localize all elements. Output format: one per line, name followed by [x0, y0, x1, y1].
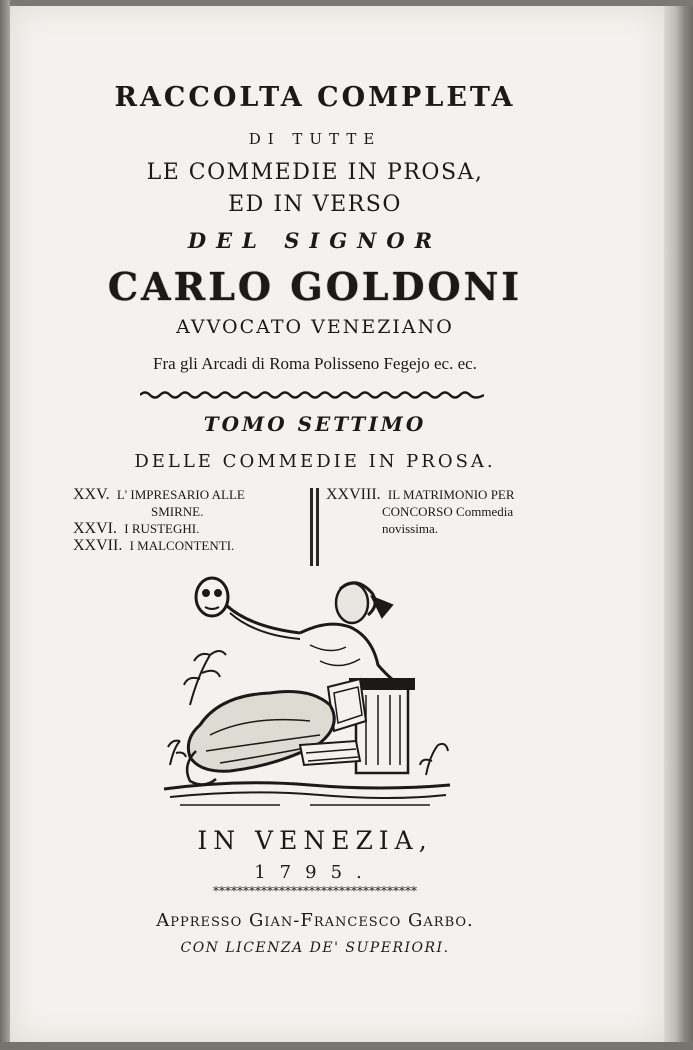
contents-number: XXVIII.	[326, 486, 381, 503]
title-commedie: LE COMMEDIE IN PROSA,	[146, 160, 484, 185]
title-raccolta: RACCOLTA COMPLETA	[114, 82, 516, 113]
star-rule: **********************************	[213, 884, 417, 898]
author-arcadi: Fra gli Arcadi di Roma Polisseno Fegejo ec. ec.	[153, 354, 477, 373]
contents-title: L' IMPRESARIO ALLE	[116, 487, 245, 502]
imprint-year: 1795.	[254, 862, 376, 883]
imprint-printer: Appresso Gian-Francesco Garbo.	[156, 910, 474, 931]
contents-number: XXV.	[73, 486, 110, 503]
contents-title: I MALCONTENTI.	[129, 538, 235, 553]
contents-title: I RUSTEGHI.	[124, 521, 200, 536]
contents-continuation: novissima.	[382, 521, 438, 536]
imprint-place: IN VENEZIA,	[197, 826, 433, 855]
author-profession: AVVOCATO VENEZIANO	[176, 316, 454, 338]
imprint-licence: CON LICENZA DE' SUPERIORI.	[180, 940, 450, 956]
contents-item	[73, 537, 308, 554]
contents-right-column	[326, 486, 556, 537]
contents-item	[73, 520, 308, 537]
contents-number: XXVII.	[73, 537, 123, 554]
muse-with-mask-woodcut-icon	[160, 575, 460, 820]
author-name: CARLO GOLDONI	[107, 264, 523, 309]
contents-item	[73, 486, 308, 503]
column-divider	[310, 488, 313, 566]
contents-number: XXVI.	[73, 520, 117, 537]
scan-bottom-edge	[0, 1042, 693, 1050]
contents-title: IL MATRIMONIO PER	[387, 487, 515, 502]
volume-title: TOMO SETTIMO	[203, 412, 427, 436]
column-divider	[316, 488, 319, 566]
contents-left-column	[73, 486, 308, 554]
wave-rule-icon	[140, 390, 484, 400]
title-signor: DEL SIGNOR	[187, 228, 443, 253]
contents-continuation: CONCORSO Commedia	[382, 504, 514, 519]
contents-continuation: SMIRNE.	[151, 504, 204, 519]
page-stack-edge	[664, 6, 693, 1046]
scan-left-edge	[0, 0, 10, 1050]
title-di-tutte: DI TUTTE	[248, 130, 382, 148]
title-verso: ED IN VERSO	[228, 192, 402, 217]
volume-subtitle: DELLE COMMEDIE IN PROSA.	[134, 451, 496, 472]
contents-item	[326, 486, 556, 503]
